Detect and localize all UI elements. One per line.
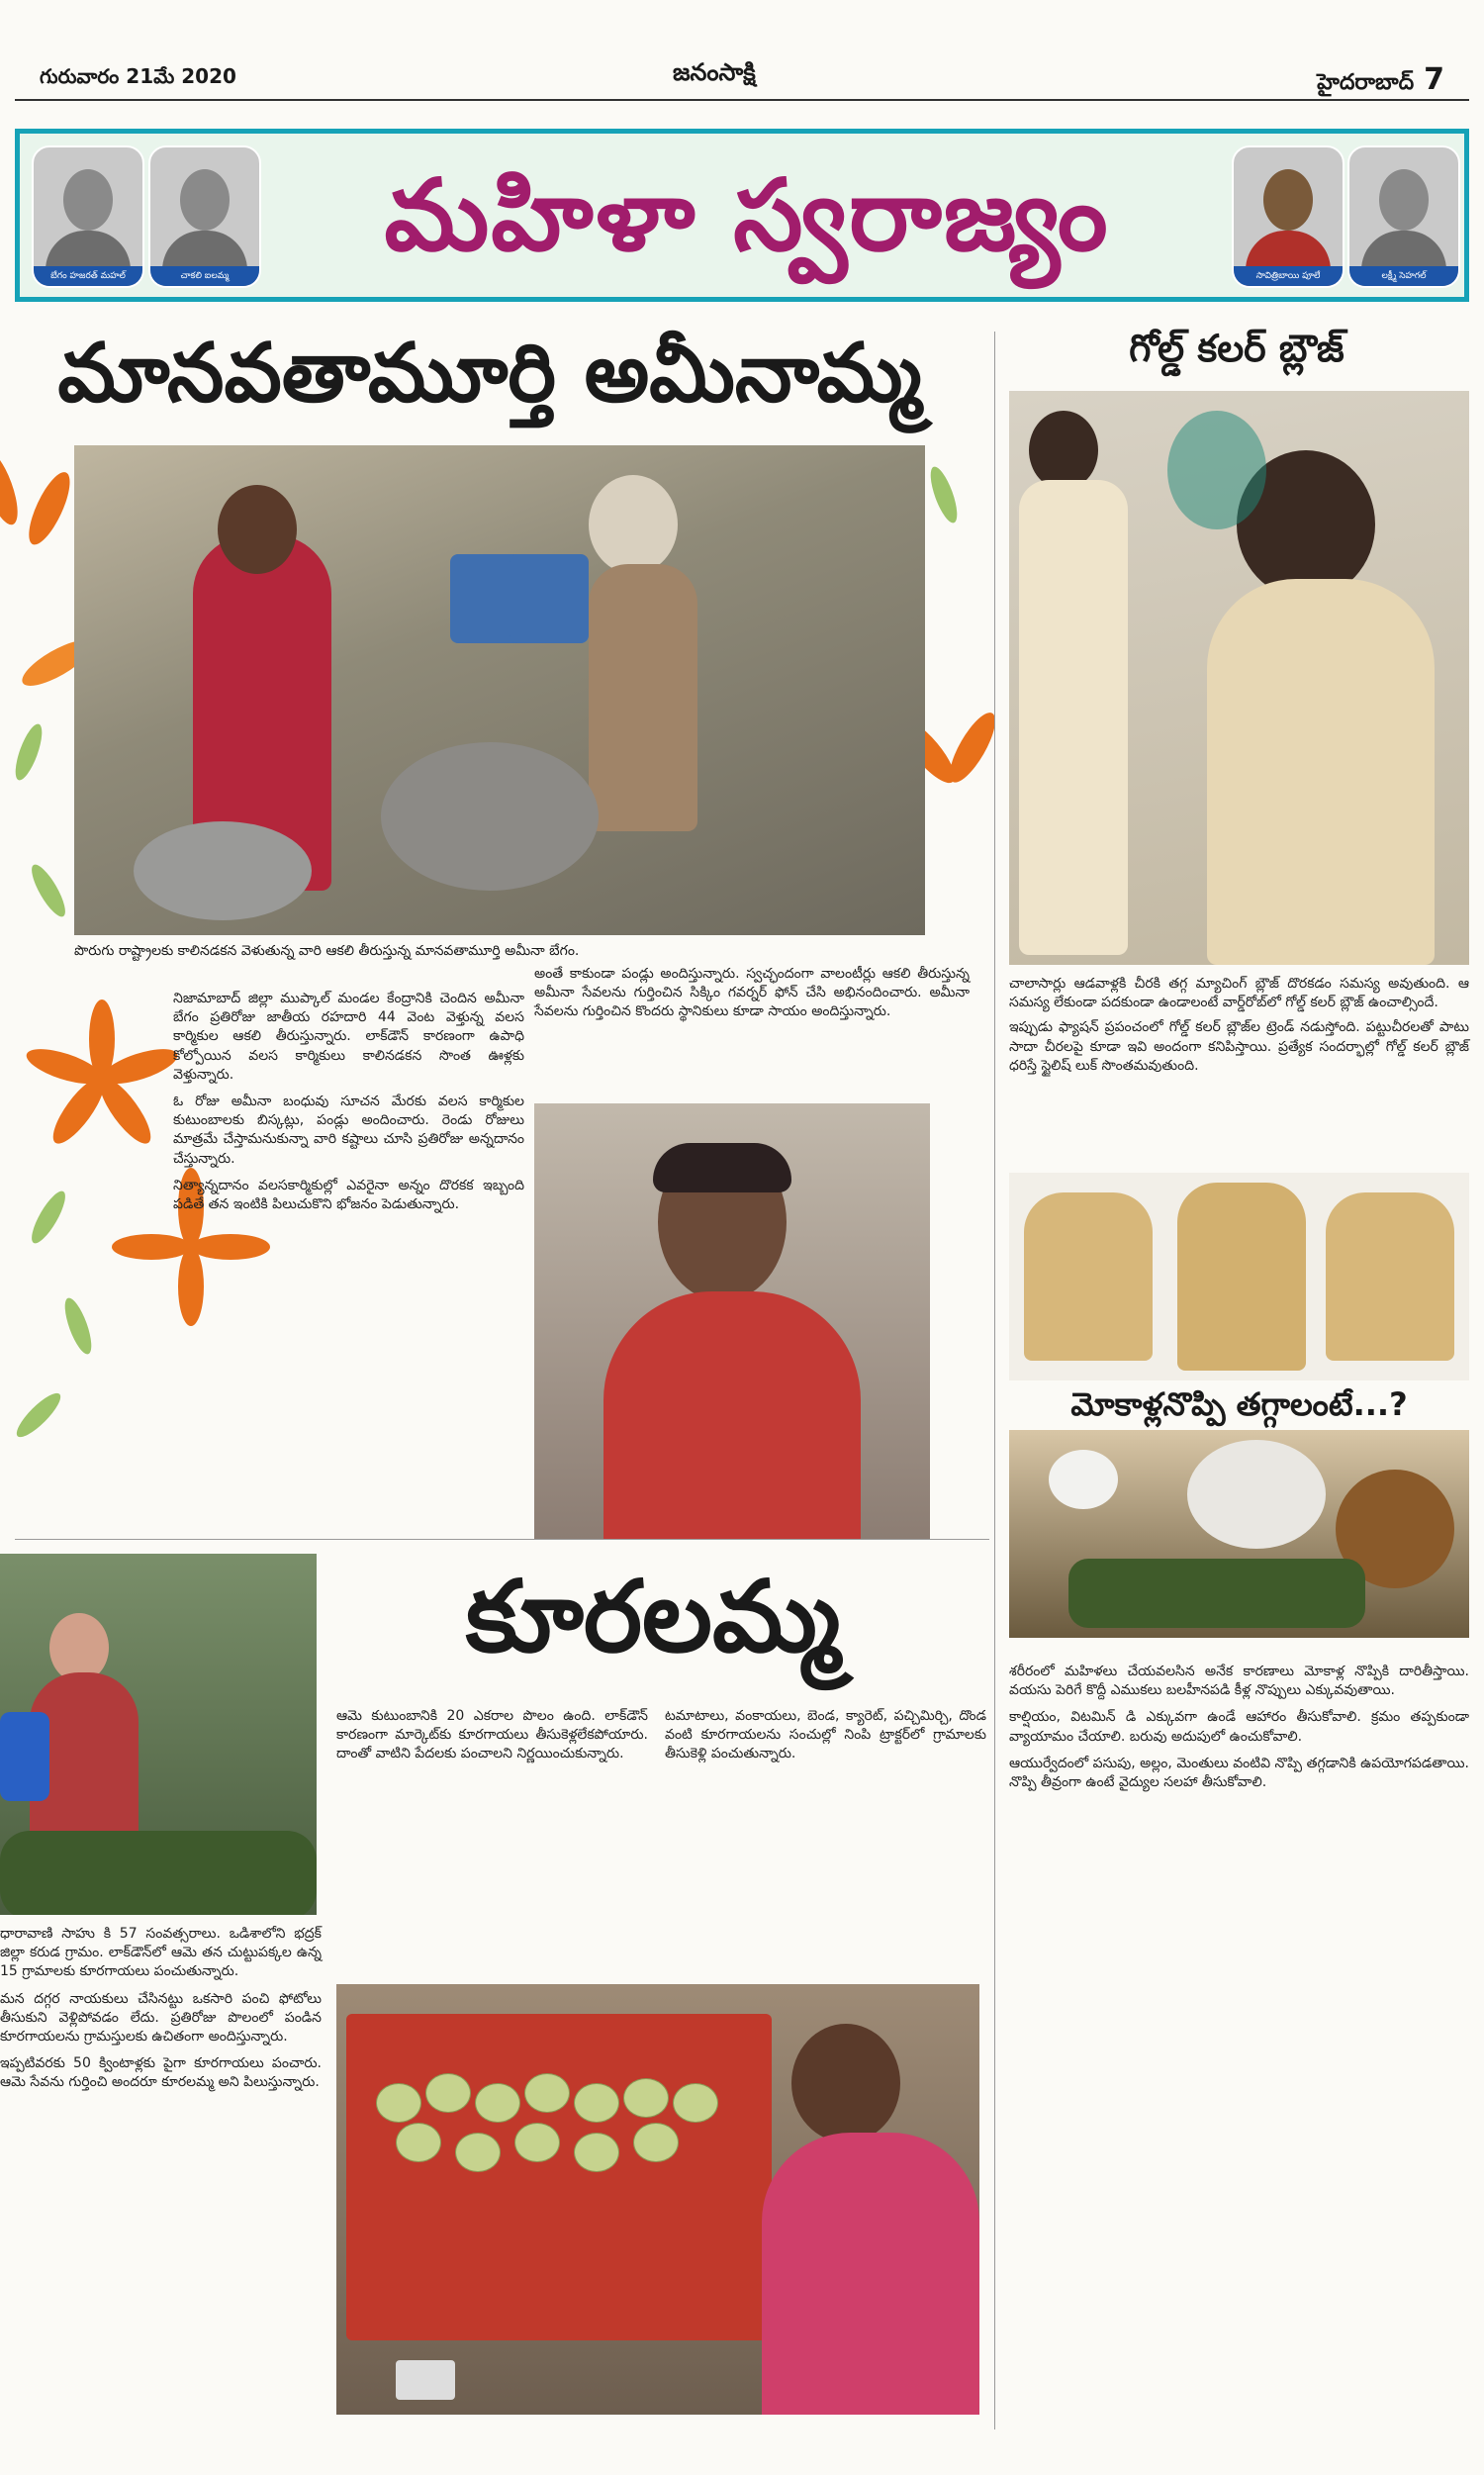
headline-kooralamma: కూరలమ్మ xyxy=(465,1559,841,1674)
portrait-1 xyxy=(32,145,144,288)
flower-decoration-large xyxy=(0,940,173,1534)
portrait-2 xyxy=(148,145,261,288)
masthead-logo: జనంసాక్షి xyxy=(673,58,756,86)
section-divider xyxy=(15,1539,989,1540)
paragraph: అంతే కాకుండా పండ్లు అందిస్తున్నారు. స్వచ్ఛందంగా వాలంటీర్లు ఆకలి తీరుస్తున్న అమీనా సేవలను గుర్తించిన సిక్కిం గవర్నర్ ఫోన్ చేసి అభినందించారు. అమీనా సేవలను గుర్తించిన కొందరు స్థానికులు కూడా సాయం అందిస్తున్నారు. xyxy=(534,966,970,1020)
paragraph: టమాటాలు, వంకాయలు, బెండ, క్యారెట్, పచ్చిమిర్చి, దొండ వంటి కూరగాయలను సంచుల్లో నింపి ట్రాక్టర్‌లో గ్రామాలకు తీసుకెళ్లి పంచుతున్నారు. xyxy=(665,1708,986,1762)
headline-knee-pain: మోకాళ్లనొప్పి తగ్గాలంటే...? xyxy=(1070,1385,1408,1423)
issue-date: గురువారం 21మే 2020 xyxy=(40,64,236,88)
paragraph: శరీరంలో మహిళలు చేయవలసిన అనేక కారణాలు మోకాళ్ల నొప్పికి దారితీస్తాయి. వయసు పెరిగే కొద్దీ ఎముకలు బలహీనపడి కీళ్ల నొప్పులు ఎక్కువవుతాయి. xyxy=(1009,1664,1469,1699)
photo-gold-blouse-model xyxy=(1009,391,1469,965)
article-column xyxy=(1009,975,1469,1076)
portrait-4 xyxy=(1347,145,1460,288)
paragraph: నిత్యాన్నదానం వలసకార్మికుల్లో ఎవరైనా అన్నం దొరకక ఇబ్బంది పడితే తన ఇంటికి పిలుచుకొని భోజనం పెడుతున్నారు. xyxy=(173,1177,524,1213)
paragraph: ఆమె కుటుంబానికి 20 ఎకరాల పొలం ఉంది. లాక్‌డౌన్ కారణంగా మార్కెట్‌కు కూరగాయలు తీసుకెళ్లలేకపోయారు. దాంతో వాటిని పేదలకు పంచాలని నిర్ణయించుకున్నారు. xyxy=(336,1708,648,1762)
article-column xyxy=(665,1707,986,1764)
paragraph: మన దగ్గర నాయకులు చేసినట్టు ఒకసారి పంచి ఫోటోలు తీసుకుని వెళ్లిపోవడం లేదు. ప్రతిరోజు పొలంలో పండిన కూరగాయలను గ్రామస్తులకు ఉచితంగా అందిస్తున్నారు. xyxy=(0,1990,322,2046)
section-banner xyxy=(15,129,1469,302)
photo-spraying-field xyxy=(0,1554,317,1915)
portrait-caption: లక్ష్మీ సెహగల్ xyxy=(1349,266,1458,286)
photo-vegetable-tractor xyxy=(336,1984,979,2415)
article-column xyxy=(1009,1663,1469,1792)
paragraph: నిజామాబాద్ జిల్లా ముప్కాల్ మండల కేంద్రానికి చెందిన అమీనా బేగం ప్రతిరోజు జాతీయ రహదారి 44 వెంట వెళ్తున్న వలస కార్మికుల ఆకలి తీరుస్తున్నారు. లాక్‌డౌన్ కారణంగా ఉపాధి కోల్పోయిన వలస కార్మికులు కాలినడకన సొంత ఊళ్లకు వెళ్తున్నారు. xyxy=(173,991,524,1083)
article-column xyxy=(0,1925,322,2093)
paragraph: ధారావాణి సాహు కి 57 సంవత్సరాలు. ఒడిశాలోని భద్రక్ జిల్లా కరుడ గ్రామం. లాక్‌డౌన్‌లో ఆమె తన చుట్టుపక్కల ఉన్న 15 గ్రామాలకు కూరగాయలు పంచుతున్నారు. xyxy=(0,1926,322,1980)
headline-gold-blouse: గోల్డ్ కలర్ బ్లౌజ్ xyxy=(1129,327,1345,370)
portrait-caption: సావిత్రిబాయి పూలే xyxy=(1234,266,1343,286)
paragraph: ఓ రోజు అమీనా బంధువు సూచన మేరకు వలస కార్మికుల కుటుంబాలకు బిస్కట్లు, పండ్లు అందించారు. రెండు రోజులు మాత్రమే చేస్తామనుకున్నా వారి కష్టాలు చూసి ప్రతిరోజు అన్నదానం చేస్తున్నారు. xyxy=(173,1094,524,1167)
page-header xyxy=(40,54,1444,97)
portrait-caption: చాకలి ఐలమ్మ xyxy=(150,266,259,286)
article-column xyxy=(336,1707,648,1764)
flower-decoration-right xyxy=(925,445,984,940)
article-column xyxy=(534,965,970,1022)
edition-city xyxy=(1317,62,1444,100)
article-column xyxy=(173,990,524,1214)
paragraph: ఆయుర్వేదంలో పసుపు, అల్లం, మెంతులు వంటివి నొప్పి తగ్గడానికి ఉపయోగపడతాయి. నొప్పి తీవ్రంగా ఉంటే వైద్యుల సలహా తీసుకోవాలి. xyxy=(1009,1755,1469,1791)
portrait-caption: బేగం హజరత్ మహల్ xyxy=(34,266,142,286)
paragraph: చాలాసార్లు ఆడవాళ్లకి చీరకి తగ్గ మ్యాచింగ్ బ్లౌజ్ దొరకడం సమస్య అవుతుంది. ఆ సమస్య లేకుండా పదకుండా ఉండాలంటే వార్డ్‌రోబ్‌లో గోల్డ్ కలర్ బ్లౌజ్ ఉంచాల్సిందే. xyxy=(1009,976,1469,1011)
headline-ameenamma: మానవతామూర్తి అమీనామ్మ xyxy=(57,327,922,421)
paragraph: కాల్షియం, విటమిన్ డి ఎక్కువగా ఉండే ఆహారం తీసుకోవాలి. క్రమం తప్పకుండా వ్యాయామం చేయాలి. బరువు అదుపులో ఉంచుకోవాలి. xyxy=(1009,1709,1469,1745)
photo-food-serving xyxy=(74,445,925,935)
city-name: హైదరాబాద్ xyxy=(1317,70,1415,95)
photo-herbal-remedy xyxy=(1009,1430,1469,1638)
photo-blouse-collection xyxy=(1009,1173,1469,1380)
portrait-3 xyxy=(1232,145,1345,288)
photo-ameena-portrait xyxy=(534,1103,930,1539)
paragraph: ఇప్పటివరకు 50 క్వింటాళ్లకు పైగా కూరగాయలు పంచారు. ఆమె సేవను గుర్తించి అందరూ కూరలమ్మ అని పిలుస్తున్నారు. xyxy=(0,2055,322,2091)
banner-title: మహిళా స్వరాజ్యం xyxy=(384,157,1110,273)
column-divider xyxy=(994,332,995,2429)
page-number: 7 xyxy=(1424,62,1444,97)
photo-caption: పొరుగు రాష్ట్రాలకు కాలినడకన వెళుతున్న వారి ఆకలి తీరుస్తున్న మానవతామూర్తి అమీనా బేగం. xyxy=(74,943,580,959)
header-divider xyxy=(15,99,1469,101)
paragraph: ఇప్పుడు ఫ్యాషన్ ప్రపంచంలో గోల్డ్ కలర్ బ్లౌజ్‌ల ట్రెండ్ నడుస్తోంది. పట్టుచీరలతో పాటు సాదా చీరలపై కూడా ఇవి అందంగా కనిపిస్తాయి. ప్రత్యేక సందర్భాల్లో గోల్డ్ కలర్ బ్లౌజ్ ధరిస్తే స్టైలిష్ లుక్ సొంతమవుతుంది. xyxy=(1009,1019,1469,1074)
